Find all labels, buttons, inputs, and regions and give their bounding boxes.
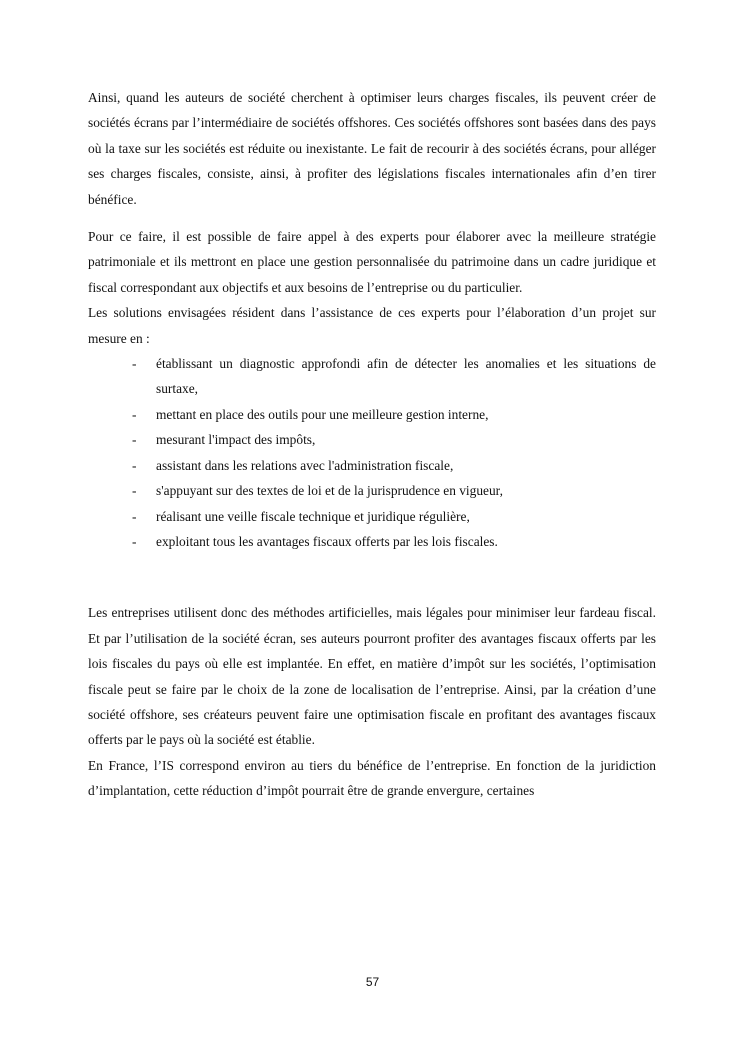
list-item xyxy=(132,529,656,554)
list-item-text: établissant un diagnostic approfondi afin de détecter les anomalies et les situations de surtaxe, xyxy=(156,356,656,397)
list-item-text: mesurant l'impact des impôts, xyxy=(156,432,316,448)
list-item xyxy=(132,351,656,402)
page-number: 57 xyxy=(365,975,380,989)
dash-bullet: - xyxy=(132,508,137,524)
solutions-list xyxy=(88,351,656,554)
list-item-text: assistant dans les relations avec l'administration fiscale, xyxy=(156,457,454,473)
paragraph-offshore-intro: Ainsi, quand les auteurs de société cherchent à optimiser leurs charges fiscales, ils peuvent créer de sociétés écrans par l’intermédiaire de sociétés offshores. Ces sociétés offshores sont basées dans des pays où la taxe sur les sociétés est réduite ou inexistante. Le fait de recourir à des sociétés écrans, pour alléger ses charges fiscales, consiste, ainsi, à profiter des législations fiscales internationales afin d’en tirer bénéfice. xyxy=(88,90,656,207)
dash-bullet: - xyxy=(132,432,137,448)
paragraph-france-is: En France, l’IS correspond environ au tiers du bénéfice de l’entreprise. En fonction de la juridiction d’implantation, cette réduction d’impôt pourrait être de grande envergure, certaines xyxy=(88,757,656,799)
list-item xyxy=(132,504,656,529)
list-item-text: mettant en place des outils pour une meilleure gestion interne, xyxy=(156,406,489,422)
list-item xyxy=(132,478,656,503)
list-item-text: exploitant tous les avantages fiscaux offerts par les lois fiscales. xyxy=(156,533,498,549)
dash-bullet: - xyxy=(132,483,137,499)
dash-bullet: - xyxy=(132,533,137,549)
dash-bullet: - xyxy=(132,457,137,473)
list-item xyxy=(132,402,656,427)
list-item xyxy=(132,427,656,452)
paragraph-solutions: Les solutions envisagées résident dans l’assistance de ces experts pour l’élaboration d’un projet sur mesure en : xyxy=(88,305,656,346)
list-item xyxy=(132,453,656,478)
page-body xyxy=(88,85,656,804)
paragraph-artificial-methods: Les entreprises utilisent donc des méthodes artificielles, mais légales pour minimiser leur fardeau fiscal. Et par l’utilisation de la société écran, ses auteurs pourront profiter des avantages fiscaux offerts par les lois fiscales du pays où elle est implantée. En effet, en matière d’impôt sur les sociétés, l’optimisation fiscale peut se faire par le choix de la zone de localisation de l’entreprise. Ainsi, par la création d’une société offshore, ses créateurs peuvent faire une optimisation fiscale en profitant des avantages fiscaux offerts par le pays où la société est établie. xyxy=(88,605,656,748)
paragraph-experts: Pour ce faire, il est possible de faire appel à des experts pour élaborer avec la meilleure stratégie patrimoniale et ils mettront en place une gestion personnalisée du patrimoine dans un cadre juridique et fiscal correspondant aux objectifs et aux besoins de l’entreprise ou du particulier. xyxy=(88,229,656,295)
list-item-text: s'appuyant sur des textes de loi et de la jurisprudence en vigueur, xyxy=(156,483,503,499)
dash-bullet: - xyxy=(132,356,137,372)
dash-bullet: - xyxy=(132,406,137,422)
list-item-text: réalisant une veille fiscale technique et juridique régulière, xyxy=(156,508,470,524)
